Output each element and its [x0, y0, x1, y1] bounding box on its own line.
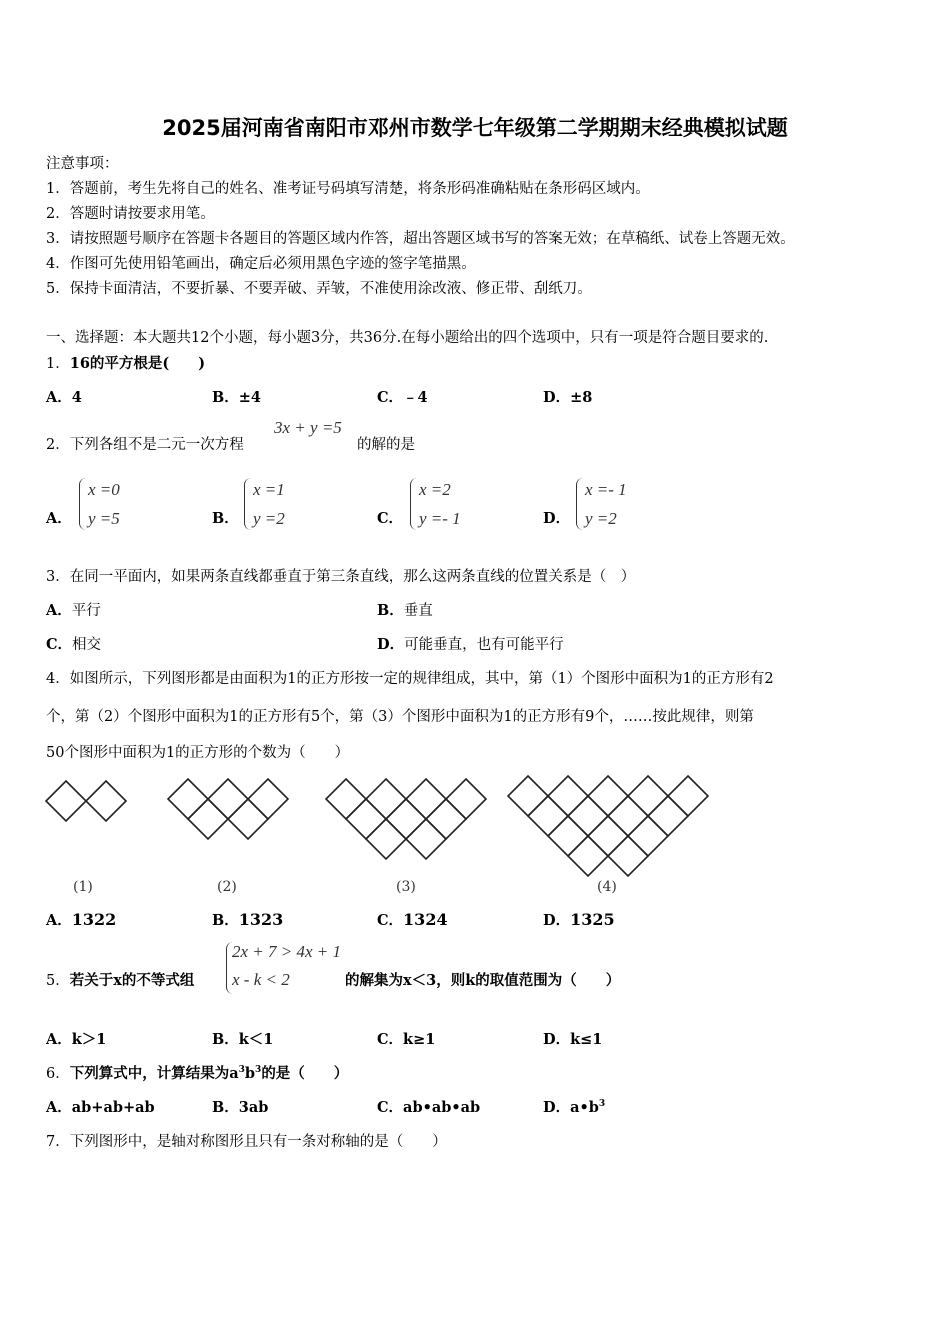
question-stem: 在同一平面内，如果两条直线都垂直于第三条直线，那么这两条直线的位置关系是（ ）	[69, 569, 636, 585]
q2-option-a-label: A．	[46, 510, 72, 527]
notice-item-5: 5．保持卡面清洁，不要折暴、不要弄破、弄皱，不准使用涂改液、修正带、刮纸刀。	[46, 281, 592, 297]
brace	[244, 478, 251, 530]
figure-label-3: (3)	[396, 879, 416, 895]
notice-item-4: 4．作图可先使用铅笔画出，确定后必须用黑色字迹的签字笔描黑。	[46, 256, 476, 272]
q5-option-d: D．k≤1	[543, 1031, 603, 1048]
q2-option-d-label: D．	[543, 510, 571, 527]
question-stem-post: 的解集为x＜3，则k的取值范围为（ ）	[345, 972, 621, 989]
q1-option-d: D．±8	[543, 389, 593, 406]
q5-option-c: C．k≥1	[377, 1031, 436, 1048]
question-number: 6．	[46, 1066, 70, 1082]
question-7	[46, 1130, 447, 1151]
brace	[79, 478, 86, 530]
q4-option-a: A．1322	[46, 910, 117, 929]
q2-option-a-line2: y =5	[88, 509, 120, 528]
q5-inequality-1: 2x + 7 > 4x + 1	[232, 942, 342, 961]
q2-option-d-line2: y =2	[585, 509, 617, 528]
q2-option-b-line2: y =2	[253, 509, 285, 528]
notice-item-1: 1．答题前，考生先将自己的姓名、准考证号码填写清楚，将条形码准确粘贴在条形码区域内。	[46, 181, 650, 197]
q5-option-a: A．k＞1	[46, 1031, 107, 1048]
notice-heading: 注意事项：	[46, 156, 119, 172]
question-stem: 下列图形中，是轴对称图形且只有一条对称轴的是（ ）	[69, 1134, 447, 1150]
q5-option-b: B．k＜1	[212, 1031, 274, 1048]
q4-option-d: D．1325	[543, 910, 615, 929]
question-number: 3．	[46, 569, 70, 585]
brace	[410, 478, 417, 530]
q4-option-c: C．1324	[377, 910, 448, 929]
question-6: 6．下列算式中，计算结果为$a^3b^3$的是（ ）	[46, 1065, 349, 1082]
q1-option-b: B．±4	[212, 389, 262, 406]
notice-item-2: 2．答题时请按要求用笔。	[46, 206, 215, 222]
q2-option-a-line1: x =0	[88, 480, 120, 499]
question-number: 1．	[46, 356, 70, 372]
q3-option-b: B．垂直	[377, 602, 433, 619]
q1-option-c: C．﹣4	[377, 389, 428, 406]
question-stem-pre: 下列各组不是二元一次方程	[69, 437, 244, 453]
q3-option-d: D．可能垂直，也有可能平行	[377, 636, 564, 653]
question-4-line-3: 50个图形中面积为1的正方形的个数为（ ）	[46, 745, 350, 761]
q4-figure-group	[40, 770, 720, 878]
question-stem: 16的平方根是( )	[69, 355, 206, 372]
notice-item-3: 3．请按照题号顺序在答题卡各题目的答题区域内作答，超出答题区域书写的答案无效；在草稿纸、试卷上答题无效。	[46, 231, 795, 247]
q2-option-b-label: B．	[212, 510, 239, 527]
question-stem-post: 的解的是	[357, 437, 415, 453]
q6-option-d: D．$a•b^3$	[543, 1099, 606, 1116]
page-title: 2025届河南省南阳市邓州市数学七年级第二学期期末经典模拟试题	[162, 116, 788, 140]
question-number: 4．	[46, 671, 70, 687]
q2-option-c-label: C．	[377, 510, 404, 527]
q5-inequality-2: x - k < 2	[232, 970, 290, 989]
q6-option-b: B．3ab	[212, 1099, 269, 1116]
brace	[576, 478, 583, 530]
figure-2	[168, 779, 288, 839]
question-5: 5．若关于x的不等式组	[46, 972, 195, 989]
question-1	[46, 352, 205, 373]
figure-label-4: (4)	[597, 879, 617, 895]
question-number: 7．	[46, 1134, 70, 1150]
question-4-line-2: 个，第（2）个图形中面积为1的正方形有5个，第（3）个图形中面积为1的正方形有9个，……按此规律，则第	[46, 709, 754, 725]
figure-3	[326, 779, 486, 859]
figure-label-1: (1)	[73, 879, 93, 895]
question-number: 2．	[46, 437, 70, 453]
figure-label-2: (2)	[217, 879, 237, 895]
figure-1	[46, 781, 126, 821]
q6-option-c: C．ab•ab•ab	[377, 1099, 481, 1116]
q6-option-a: A．ab+ab+ab	[46, 1099, 155, 1116]
q4-option-b: B．1323	[212, 910, 284, 929]
q2-equation: 3x + y =5	[274, 418, 342, 437]
q2-option-d-line1: x =- 1	[585, 480, 627, 499]
question-3	[46, 565, 635, 586]
section-heading: 一、选择题：本大题共12个小题，每小题3分，共36分.在每小题给出的四个选项中，只有一项是符合题目要求的.	[46, 330, 769, 346]
q2-option-b-line1: x =1	[253, 480, 285, 499]
figure-4	[508, 776, 708, 876]
q1-option-a: A．4	[46, 389, 82, 406]
question-4-line-1: 4．如图所示，下列图形都是由面积为1的正方形按一定的规律组成，其中，第（1）个图形中面积为1的正方形有2	[46, 671, 774, 687]
q3-option-c: C．相交	[46, 636, 102, 653]
q3-option-a: A．平行	[46, 602, 101, 619]
q2-option-c-line2: y =- 1	[419, 509, 461, 528]
q2-option-c-line1: x =2	[419, 480, 451, 499]
question-number: 5．	[46, 973, 70, 989]
question-2	[46, 433, 244, 454]
